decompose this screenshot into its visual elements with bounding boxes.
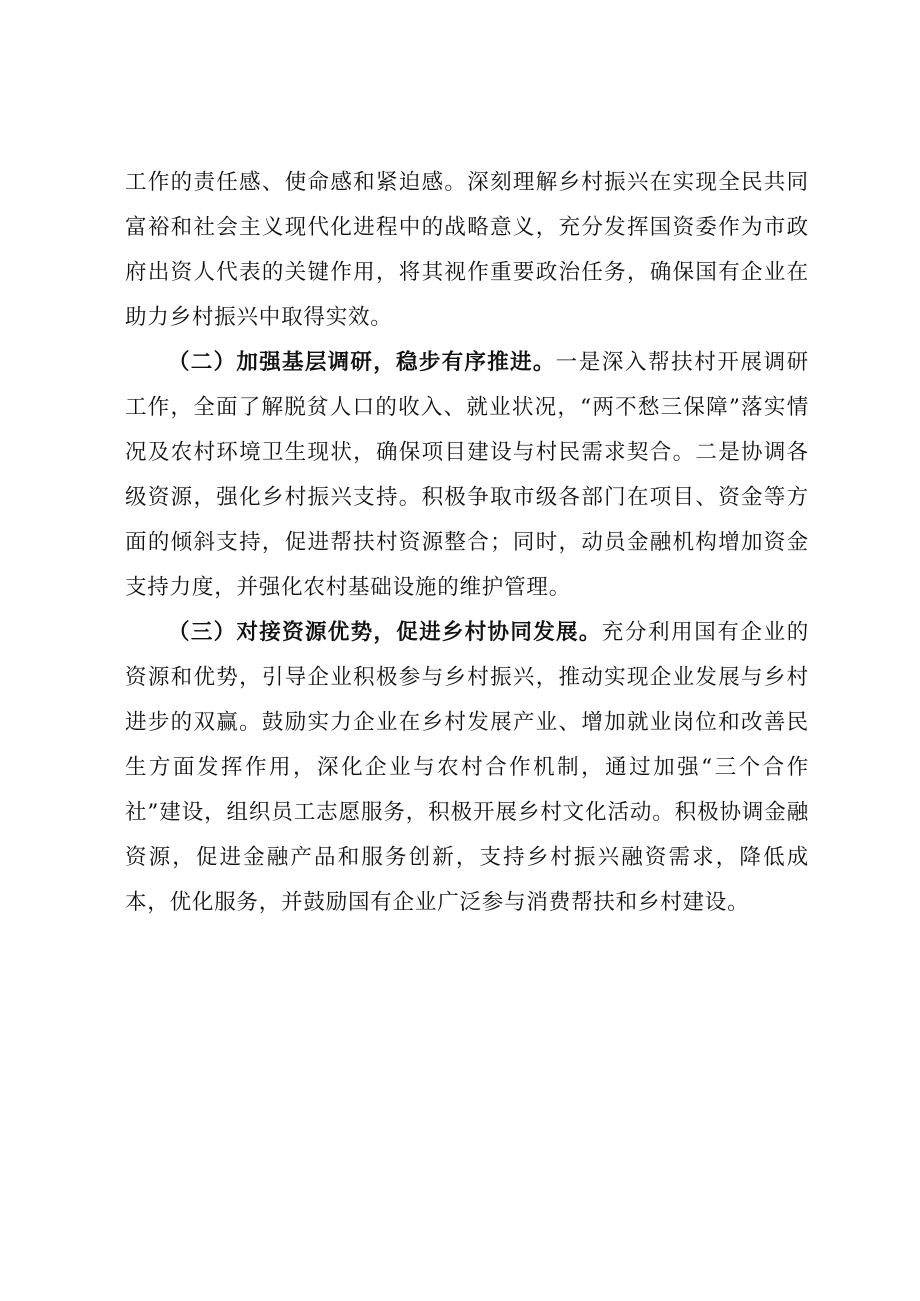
paragraph-section-2 (125, 340, 809, 610)
paragraph-section-3 (125, 610, 809, 925)
paragraph-continuation (125, 160, 809, 340)
paragraph-text: 充分利用国有企业的资源和优势，引导企业积极参与乡村振兴，推动实现企业发展与乡村进步的双赢。鼓励实力企业在乡村发展产业、增加就业岗位和改善民生方面发挥作用，深化企业与农村合作机制，通过加强“三个合作社”建设，组织员工志愿服务，积极开展乡村文化活动。积极协调金融资源，促进金融产品和服务创新，支持乡村振兴融资需求，降低成本，优化服务，并鼓励国有企业广泛参与消费帮扶和乡村建设。 (125, 620, 809, 915)
paragraph-text: 工作的责任感、使命感和紧迫感。深刻理解乡村振兴在实现全民共同富裕和社会主义现代化进程中的战略意义，充分发挥国资委作为市政府出资人代表的关键作用，将其视作重要政治任务，确保国有企业在助力乡村振兴中取得实效。 (125, 170, 809, 330)
paragraph-text: 一是深入帮扶村开展调研工作，全面了解脱贫人口的收入、就业状况，“两不愁三保障”落实情况及农村环境卫生现状，确保项目建设与村民需求契合。二是协调各级资源，强化乡村振兴支持。积极争取市级各部门在项目、资金等方面的倾斜支持，促进帮扶村资源整合；同时，动员金融机构增加资金支持力度，并强化农村基础设施的维护管理。 (125, 350, 809, 600)
document-body (125, 160, 809, 925)
section-heading: （三）对接资源优势，促进乡村协同发展。 (168, 620, 602, 645)
section-heading: （二）加强基层调研，稳步有序推进。 (168, 350, 556, 375)
